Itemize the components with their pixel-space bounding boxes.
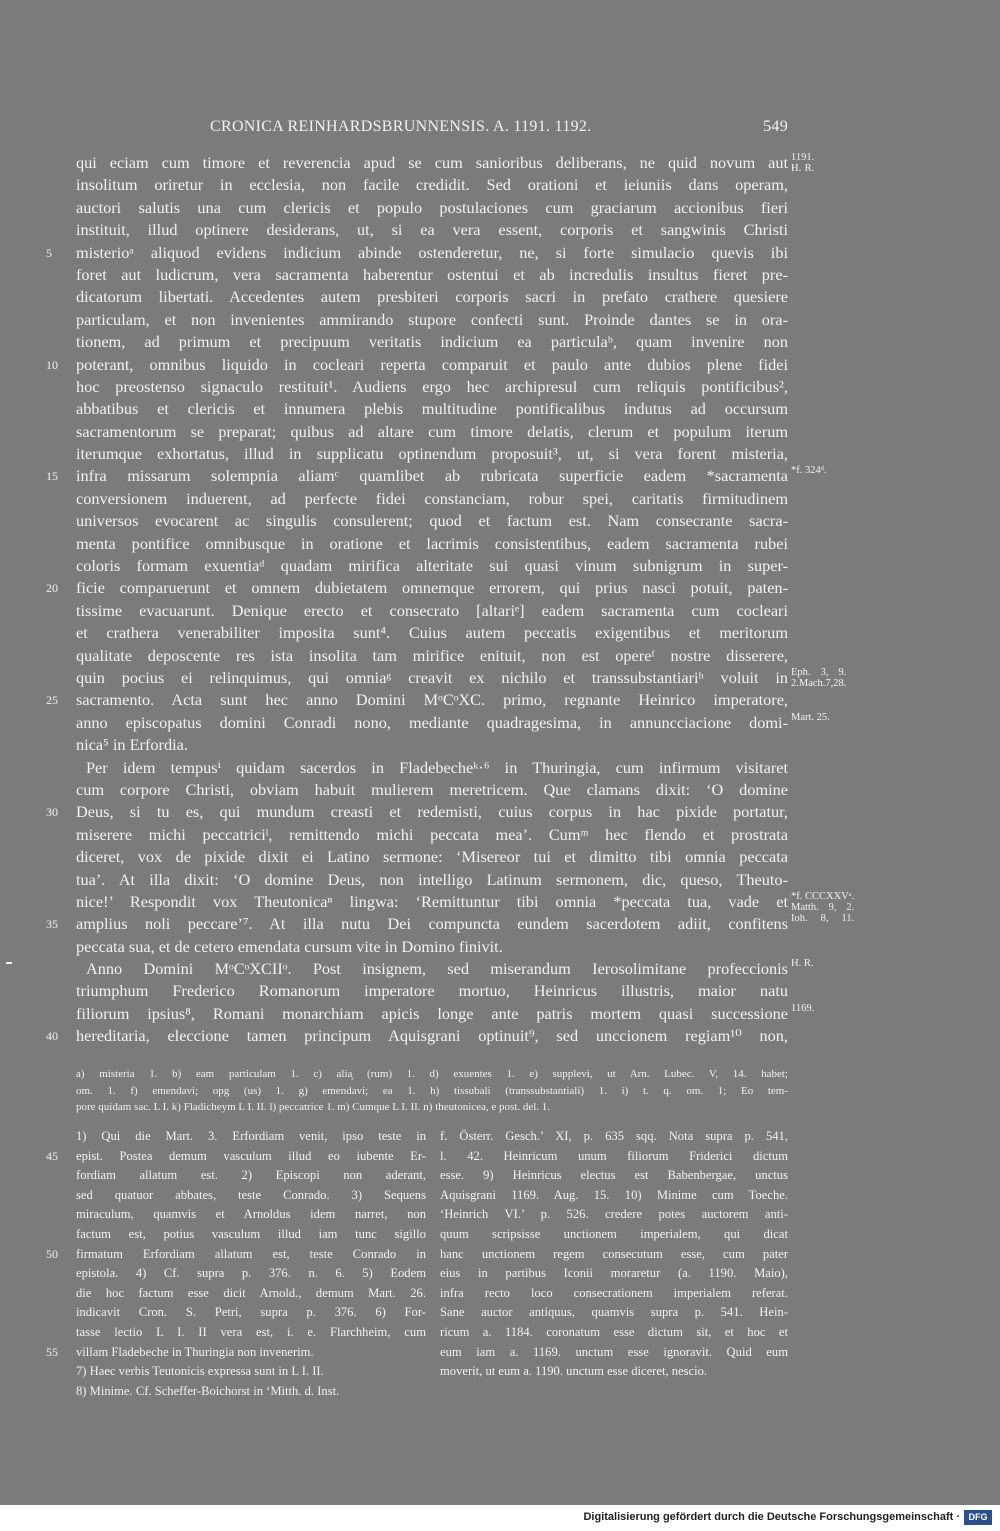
footnote-line-text: epistola. 4) Cf. supra p. 376. n. 6. 5) Eodem: [76, 1266, 426, 1281]
footnote-line: [46, 1343, 426, 1363]
text-line-text: anno episcopatus domini Conradi nono, mediante quadragesima, in annuncciacione domi-: [76, 712, 788, 732]
footnote-line-text: esse. 9) Heinricus electus est Babenbergae, unctus: [440, 1168, 788, 1183]
footnotes-left-column: [46, 1127, 426, 1401]
text-line-text: misterioᵃ aliquod evidens indicium abinde ostenderetur, ne, si forte simulacio quevis ibi: [76, 242, 788, 262]
footnote-line-text: quum scripsisse unctionem imperialem, qui dicat: [440, 1226, 788, 1241]
text-line-text: menta pontifice omnibusque in oratione et lacrimis consistentibus, eadem sacramenta rubei: [76, 533, 788, 553]
text-line: [76, 174, 788, 196]
line-number: 55: [46, 1344, 58, 1359]
text-line: [76, 779, 788, 801]
text-line: [76, 600, 788, 622]
apparatus-line: a) misteria 1. b) eam particulam 1. c) alia̧ (rum) 1. d) exuentes 1. e) supplevi, ut Arn. Lubec. V, 14. habet;: [76, 1068, 788, 1080]
text-line-text: hoc preostenso signaculo restituit¹. Audiens ergo hec archipresul cum reliquis pontificibus²,: [76, 376, 788, 396]
apparatus-line: pore quidam sac. L I. k) Fladicheym L I. II. l) peccatrice 1. m) Cumque L I. II. n) theutonicea, e post. del. 1.: [76, 1101, 551, 1113]
footnote-line-text: ricum a. 1184. coronatum esse dictum sit, et hoc et: [440, 1324, 788, 1339]
text-line: [46, 465, 827, 487]
text-line: [46, 1025, 788, 1047]
text-line-text: insolitum oriretur in ecclesia, non facile credidit. Sed orationi et ieiuniis dans operam,: [76, 175, 788, 195]
text-line-text: conversionem induerent, ad perfecte fidei constanciam, robur spei, caritatis firmitudinem: [76, 488, 788, 508]
footnote-line: [440, 1205, 788, 1225]
text-line-text: triumphum Frederico Romanorum imperatore mortuo, Heinricus illustris, maior natu: [76, 981, 788, 1001]
text-line: [76, 309, 788, 331]
footnote-line-text: indicavit Cron. S. Petri, supra p. 376. 6) For-: [76, 1305, 426, 1320]
footnote-line-text: firmatum Erfordiam allatum est, teste Conrado in: [76, 1246, 426, 1261]
text-line: [76, 846, 788, 868]
footnote-line: [440, 1323, 788, 1343]
text-line: [76, 421, 788, 443]
footnotes-right-column: [440, 1127, 788, 1382]
footnote-line: [76, 1205, 426, 1225]
footnote-line: [76, 1323, 426, 1343]
text-line-text: infra missarum solempnia aliamᶜ quamlibet ab rubricata superficie eadem *sacramenta: [76, 466, 788, 486]
text-line: [46, 801, 788, 823]
text-line-text: Deus, si tu es, qui mundum creasti et redemisti, cuius corpus in hac pixide portatur,: [76, 802, 788, 822]
text-line-text: tua’. At illa dixit: ‘O domine Deus, non intelligo Latinum sermonem, dic, queso, Theuto-: [76, 869, 788, 889]
text-line-text: iterumque exhortatus, illud in supplicatu optinendum proposuit³, ut, si vera forent misteria,: [76, 444, 788, 464]
footnote-line: [440, 1147, 788, 1167]
text-line: [76, 1002, 815, 1025]
text-line-text: sacramento. Acta sunt hec anno Domini MᵒCᵒXC. primo, regnante Heinrico imperatore,: [76, 690, 788, 710]
text-line: [46, 689, 788, 711]
margin-note: 1191. H. R.: [791, 152, 815, 174]
text-line: [76, 510, 788, 532]
footnote-line-text: l. 42. Heinricum unum filiorum Friderici dictum: [440, 1148, 788, 1163]
footnote-line-text: die hoc factum esse dicit Arnold., demum Mart. 26.: [76, 1285, 426, 1300]
text-line: [76, 264, 788, 286]
footnote-line: [440, 1362, 788, 1382]
text-line: [46, 577, 788, 599]
text-line-text: sacramentorum se preparat; quibus ad altare cum timore delatis, clerum et populum iterum: [76, 421, 788, 441]
footnote-line: [440, 1264, 788, 1284]
margin-note: 1169.: [791, 1002, 815, 1014]
footnote-line-text: sed quatuor abbates, teste Conrado. 3) Sequens: [76, 1187, 426, 1202]
text-line: [76, 376, 788, 398]
margin-note: Mart. 25.: [791, 711, 830, 723]
text-line: [76, 869, 788, 891]
text-line-text: Anno Domini MᵒCᵒXCIIᵒ. Post insignem, sed miserandum Ierosolimitane profeccionis: [86, 959, 788, 979]
text-line-text: nice!’ Respondit vox Theutonicaⁿ lingwa: ‘Remittuntur tibi omnia *peccata tua, vade et: [76, 891, 788, 911]
text-line-text: ficie comparuerunt et omnem dubietatem omnemque errorem, qui prius nasci potuit, paten-: [76, 578, 788, 598]
footnote-line-text: 1) Qui die Mart. 3. Erfordiam venit, ipso teste in: [76, 1129, 426, 1143]
apparatus-line: om. 1. f) emendavi; opg (us) 1. g) emendavi; ea 1. h) tissubali (transsubstantiali) 1. i) t. q. om. 1; Eo tem-: [76, 1084, 788, 1097]
footnote-line-text: villam Fladebeche in Thuringia non invenerim.: [76, 1344, 314, 1359]
line-number: 5: [46, 245, 52, 260]
footnote-line: [440, 1284, 788, 1304]
main-text: [46, 152, 855, 1048]
text-line-text: poterant, omnibus liquido in cocleari reperta comparuit et paulo ante dubios plene fidei: [76, 354, 788, 374]
text-line: [76, 555, 788, 577]
text-line-text: cum corpore Christi, obviam habuit mulierem meretricem. Que clamans dixit: ‘O domine: [76, 779, 788, 799]
text-line-text: tionem, ad primum et precipuum veritatis indicium ea particulaᵇ, quam invenire non: [76, 332, 788, 352]
text-line-text: abbatibus et clericis et innumera plebis multitudine pontificalibus indutus ad occursum: [76, 399, 788, 419]
line-number: 35: [46, 917, 58, 932]
line-number: 15: [46, 469, 58, 484]
footnote-line-text: eum iam a. 1169. unctum esse ignoravit. Quid eum: [440, 1344, 788, 1359]
text-line-text: quin pocius ei relinquimus, qui omniaᵍ creavit ex nichilo et transsubstantiariʰ voluit in: [76, 667, 788, 687]
text-line-text: instituit, illud optinere desiderans, ut, si ea vera essent, corporis et sangwinis Christi: [76, 220, 788, 240]
text-line: [76, 645, 788, 667]
line-number: 10: [46, 357, 58, 372]
footnote-line-text: 7) Haec verbis Teutonicis expressa sunt in L I. II.: [76, 1364, 324, 1379]
footnote-line-text: ‘Heinrich VI.’ p. 526. credere potes auctorem anti-: [440, 1207, 788, 1222]
text-line-text: dicatorum libertati. Accedentes autem presbiteri corporis sacri in prefato crathere quesiere: [76, 287, 788, 307]
footnote-line-text: eius in partibus Iconii moraretur (a. 1190. Maio),: [440, 1266, 788, 1281]
text-line-text: filiorum ipsius⁸, Romani monarchiam apicis longe ante patris mortem quasi successione: [76, 1003, 788, 1023]
text-line: [76, 936, 788, 958]
footnote-line: [76, 1166, 426, 1186]
text-line: [76, 980, 788, 1002]
footnote-line-text: f. Österr. Gesch.’ XI, p. 635 sqq. Nota supra p. 541,: [440, 1129, 788, 1143]
text-line: [46, 913, 788, 935]
text-line: [76, 666, 847, 689]
text-line-text: amplius noli peccare’⁷. At illa nutu Dei compuncta eundem sacerdotem adiit, confitens: [76, 914, 788, 934]
footnote-line-text: miraculum, quamvis et Arnoldus idem narret, non: [76, 1207, 426, 1222]
text-line-text: auctori salutis una cum clericis et populo postulaciones cum graciarum accionibus fieri: [76, 197, 788, 217]
footnote-line: [440, 1186, 788, 1206]
footnote-line: [76, 1362, 426, 1382]
footer-credit: Digitalisierung gefördert durch die Deutsche Forschungsgemeinschaft ·: [583, 1511, 960, 1523]
text-line-text: qui eciam cum timore et reverencia apud se cum sanioribus deliberans, ne quid novum aut: [76, 153, 788, 172]
footnote-line: [46, 1147, 426, 1167]
text-line-text: qualitate deposcente res ista insolita tam mirifice enituit, non est opereᶠ nostre disserere,: [76, 645, 788, 665]
text-line-text: particulam, et non invenientes ammirando stupore confecti sunt. Proinde dantes se in ora-: [76, 309, 788, 329]
footnote-line-text: hanc unctionem regem consecutum esse, cum pater: [440, 1246, 788, 1261]
footnote-line: [76, 1382, 426, 1402]
running-title: CRONICA REINHARDSBRUNNENSIS. A. 1191. 1192.: [210, 118, 592, 135]
margin-note: *f. 324ᵈ.: [791, 465, 827, 477]
footnote-line-text: infra recto loco consecrationem imperialem referat.: [440, 1285, 788, 1300]
text-line-text: Per idem tempusⁱ quidam sacerdos in Fladebecheᵏ·⁶ in Thuringia, cum infirmum visitaret: [86, 757, 788, 777]
footnote-line: [46, 1245, 426, 1265]
footnote-line: [76, 1225, 426, 1245]
text-line: [76, 488, 788, 510]
footnote-line: [440, 1303, 788, 1323]
dfg-logo: DFG: [964, 1510, 992, 1525]
margin-note: *f. CCCXXVᵃ. Matth. 9, 2. Ioh. 8, 11.: [791, 890, 855, 924]
text-line-text: foret aut ludicrum, vera sacramenta haberentur ostentui et ab incredulis insultus fieret pre-: [76, 264, 788, 284]
text-line: [76, 824, 788, 846]
footnote-line: [76, 1127, 426, 1147]
text-line: [76, 398, 788, 420]
text-line: [76, 533, 788, 555]
footnote-line-text: fordiam allatum est. 2) Episcopi non aderant,: [76, 1168, 426, 1183]
line-number: 25: [46, 693, 58, 708]
footnote-line: [440, 1225, 788, 1245]
footer-bar: [0, 1505, 1000, 1531]
footnote-line: [76, 1303, 426, 1323]
text-line: [76, 197, 788, 219]
text-line: [76, 152, 815, 174]
margin-note: Eph. 3, 9. 2.Mach.7,28.: [791, 666, 847, 689]
text-line: [76, 958, 814, 980]
text-line: [76, 622, 788, 644]
text-line-text: diceret, vox de pixide dixit ei Latino sermone: ‘Misereor tui et dimitto tibi omnia peccata: [76, 847, 788, 867]
text-line-text: miserere michi peccatriciˡ, remittendo michi peccata mea’. Cumᵐ hec flendo et prostrata: [76, 824, 788, 844]
text-line: [76, 711, 830, 734]
footnote-line-text: moverit, ut eum a. 1190. unctum esse diceret, nescio.: [440, 1364, 708, 1379]
text-line-text: peccata sua, et de cetero emendata cursum vite in Domino finivit.: [76, 936, 503, 956]
footnote-line-text: epist. Postea demum vasculum illud eo iubente Er-: [76, 1148, 426, 1163]
critical-apparatus: [76, 1066, 788, 1116]
text-line: [76, 757, 788, 779]
footnote-line: [440, 1127, 788, 1147]
footnote-line: [76, 1284, 426, 1304]
text-line: [76, 734, 788, 756]
footnote-line-text: Sane auctor antiquus, quamvis supra p. 541. Hein-: [440, 1305, 788, 1320]
text-line: [76, 286, 788, 308]
footnote-line-text: Aquisgrani 1169. Aug. 15. 10) Minime cum Toeche.: [440, 1187, 788, 1202]
text-line: [76, 443, 788, 465]
text-line: [46, 354, 788, 376]
text-line-text: hereditaria, eleccione tamen principum Aquisgrani optinuit⁹, sed unccionem regiam¹⁰ non,: [76, 1026, 788, 1046]
line-number: 20: [46, 581, 58, 596]
footnote-line-text: tasse lectio L I. II vera est, i. e. Flarchheim, cum: [76, 1324, 426, 1339]
page-number: 549: [763, 118, 788, 135]
line-number: 40: [46, 1029, 58, 1044]
line-number: 50: [46, 1246, 58, 1261]
footnote-line: [76, 1264, 426, 1284]
text-line: [46, 242, 788, 264]
text-line-text: universos evocarent ac singulis consulerent; quod et factum est. Nam consecrante sacra-: [76, 511, 788, 531]
text-line-text: nica⁵ in Erfordia.: [76, 735, 188, 755]
margin-note: H. R.: [791, 958, 814, 970]
footnote-line: [76, 1186, 426, 1206]
line-number: 30: [46, 805, 58, 820]
line-number: 45: [46, 1148, 58, 1163]
footnote-line-text: factum est, potius vasculum illud iam tunc sigillo: [76, 1226, 426, 1241]
footnote-line: [440, 1343, 788, 1363]
footnote-line: [440, 1245, 788, 1265]
footnote-line: [440, 1166, 788, 1186]
footnote-line-text: 8) Minime. Cf. Scheffer-Boichorst in ‘Mitth. d. Inst.: [76, 1383, 340, 1398]
text-line: [76, 219, 788, 241]
margin-dash: [6, 962, 12, 964]
text-line: [76, 331, 788, 353]
text-line-text: et crathera venerabiliter imposita sunt⁴. Cuius autem peccatis exigentibus et meritorum: [76, 623, 788, 643]
text-line-text: tissime evacuarunt. Denique erecto et consecrato [altariᵉ] eadem sacramenta cum cocleari: [76, 600, 788, 620]
text-line-text: coloris formam exuentiaᵈ quadam mirifica alteritate sui quasi vinum subnigrum in super-: [76, 556, 788, 576]
